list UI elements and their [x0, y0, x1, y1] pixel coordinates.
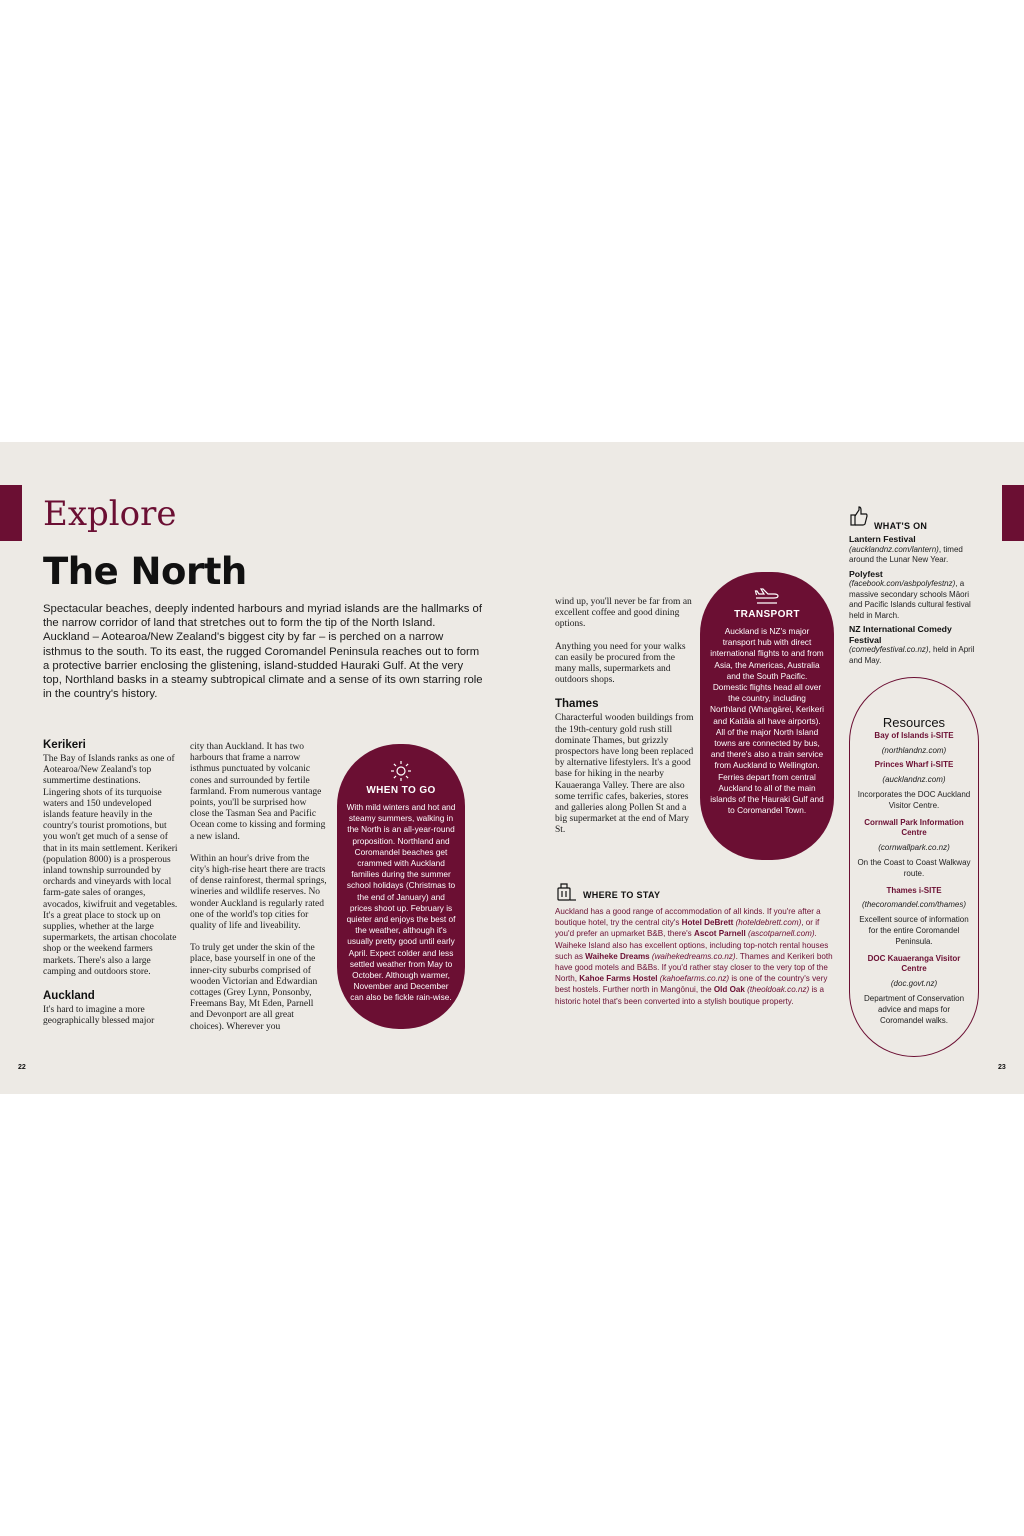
- auckland-text-6: Anything you need for your walks can easily be procured from the many malls, supermarkets and outdoors shops.: [555, 641, 686, 686]
- auckland-text-2: city than Auckland. It has two harbours that frame a narrow isthmus punctuated by volcanic cones and surrounded by fertile farmland. From numerous vantage points, you'll be surprised how close the Tasman Sea and Pacific Ocean come to kissing and forming a new island.: [190, 742, 326, 842]
- whats-on-header: [850, 506, 927, 531]
- page-title: The North: [43, 550, 247, 593]
- transport-box: [700, 572, 834, 860]
- resource-item: Princes Wharf i-SITE (aucklandnz.com) Incorporates the DOC Auckland Visitor Centre.: [857, 760, 971, 810]
- transport-text: Auckland is NZ's major transport hub with direct international flights to and from Asia, the Americas, Australia and the South Pacific. Domestic flights head all over the country, including Northland (Whangārei, Kerikeri and Kaitāia all have airports). All of the major North Island towns are connected by bus, and there's also a train service from Auckland to Wellington. Ferries depart from central Auckland to all of the main islands of the Hauraki Gulf and to Coromandel Town.: [710, 626, 824, 816]
- transport-heading: TRANSPORT: [734, 609, 800, 620]
- chapter-tab-right: [1002, 485, 1024, 541]
- whats-on-heading: WHAT'S ON: [874, 521, 928, 531]
- when-to-go-heading: WHEN TO GO: [366, 785, 436, 796]
- where-to-stay-heading: WHERE TO STAY: [583, 889, 661, 900]
- page-number-right: 23: [998, 1064, 1006, 1071]
- event-item: NZ International Comedy Festival (comedyfestival.co.nz), held in April and May.: [849, 624, 975, 665]
- luggage-icon: [555, 882, 577, 907]
- event-item: Lantern Festival (aucklandnz.com/lantern), timed around the Lunar New Year.: [849, 534, 963, 564]
- resource-item: Thames i-SITE (thecoromandel.com/thames) Excellent source of information for the entire Coromandel Peninsula.: [859, 885, 969, 946]
- auckland-text-1: It's hard to imagine a more geographically blessed major: [43, 1005, 155, 1027]
- column-2: [190, 742, 327, 1044]
- sun-icon: [346, 760, 456, 782]
- kerikeri-heading: Kerikeri: [43, 739, 86, 751]
- when-to-go-text: With mild winters and hot and steamy summers, walking in the North is an all-year-round proposition. Northland and Coromandel beaches get crammed with Auckland families during the summer school holidays (Christmas to the end of January) and prices shoot up. February is quieter and enjoys the best of the weather, although it's usually pretty good until early April. Expect colder and less settled weather from May to October. Although warmer, November and December can also be fickle rain-wise.: [346, 802, 456, 1003]
- resource-item: DOC Kauaeranga Visitor Centre (doc.govt.nz) Department of Conservation advice and maps for Coromandel walks.: [863, 953, 965, 1025]
- where-to-stay-header: [555, 882, 660, 907]
- event-item: Polyfest (facebook.com/asbpolyfestnz), a massive secondary schools Māori and Pacific Islands cultural festival held in March.: [849, 568, 971, 620]
- auckland-text-5: wind up, you'll never be far from an excellent coffee and good dining options.: [555, 597, 692, 630]
- when-to-go-box: [337, 744, 465, 1029]
- thumbs-up-icon: [850, 506, 868, 531]
- resource-item: Cornwall Park Information Centre (cornwallpark.co.nz) On the Coast to Coast Walkway route.: [857, 817, 971, 878]
- intro-paragraph: Spectacular beaches, deeply indented harbours and myriad islands are the hallmarks of the narrow corridor of land that stretches out to form the tip of the North Island. Auckland – Aotearoa/New Zealand's biggest city by far – is perched on a narrow isthmus to the south. To its east, the rugged Coromandel Peninsula reaches out to form a protective barrier enclosing the glistening, island-studded Hauraki Gulf. At the very top, Northland basks in a steamy subtropical climate and a sense of its own starring role in the country's history.: [43, 603, 483, 701]
- column-3: [555, 597, 695, 848]
- section-eyebrow: Explore: [43, 494, 177, 534]
- auckland-heading: Auckland: [43, 990, 95, 1003]
- thames-text: Characterful wooden buildings from the 19th-century gold rush still dominate Thames, but grizzly prospectors have long been replaced by alternative lifestylers. It's a good base for hiking in the nearby Kauaeranga Valley. There are also some terrific cafes, bakeries, stores and galleries along Pollen St and a big supermarket at the end of Mary St.: [555, 713, 694, 836]
- auckland-text-3: Within an hour's drive from the city's high-rise heart there are tracts of dense rainforest, thermal springs, wineries and wildlife reserves. No wonder Auckland is regularly rated one of the world's top cities for quality of life and liveability.: [190, 853, 327, 932]
- page-number-left: 22: [18, 1064, 26, 1071]
- kerikeri-text: The Bay of Islands ranks as one of Aotearoa/New Zealand's top summertime destinations. Lingering shots of its turquoise waters and 150 undeveloped islands feature heavily in the country's tourist promotions, but you won't get much of a sense of that in its main settlement. Kerikeri (population 8000) is a prosperous inland township surrounded by orchards and vineyards with local farm-gate sales of oranges, avocados, kiwifruit and vegetables. It's a great place to stock up on supplies, whether at the large supermarkets, the artisan chocolate shop or the weekend farmers markets. There's also a large camping and outdoors store.: [43, 754, 178, 977]
- resources-heading: Resources: [882, 715, 946, 730]
- chapter-tab-left: [0, 485, 22, 541]
- auckland-text-4: To truly get under the skin of the place, base yourself in one of the inner-city suburbs comprised of wooden Victorian and Edwardian cottages (Grey Lynn, Ponsonby, Freemans Bay, Mt Eden, Parnell and Devonport are all great choices). Wherever you: [190, 943, 318, 1032]
- plane-icon: [709, 586, 825, 606]
- events-list: [849, 534, 979, 669]
- book-spread: [0, 442, 1024, 1094]
- column-1: [43, 738, 180, 1038]
- resources-box: [849, 677, 979, 1057]
- thames-heading: Thames: [555, 698, 599, 711]
- where-to-stay-text: Auckland has a good range of accommodation of all kinds. If you're after a boutique hotel, try the central city's Hotel DeBrett (hoteldebrett.com), or if you'd prefer an upmarket B&B, there's Ascot Parnell (ascotparnell.com). Waiheke Island also has excellent options, including top-notch rental houses such as Waiheke Dreams (waihekedreams.co.nz). Thames and Kerikeri both have good motels and B&Bs. If you'd rather stay closer to the very top of the North, Kahoe Farms Hostel (kahoefarms.co.nz) is one of the country's very best hostels. Further north in Mangōnui, the Old Oak (theoldoak.co.nz) is a historic hotel that's been converted into a stylish boutique property.: [555, 907, 833, 1006]
- resource-item: Bay of Islands i-SITE (northlandnz.com): [874, 730, 954, 755]
